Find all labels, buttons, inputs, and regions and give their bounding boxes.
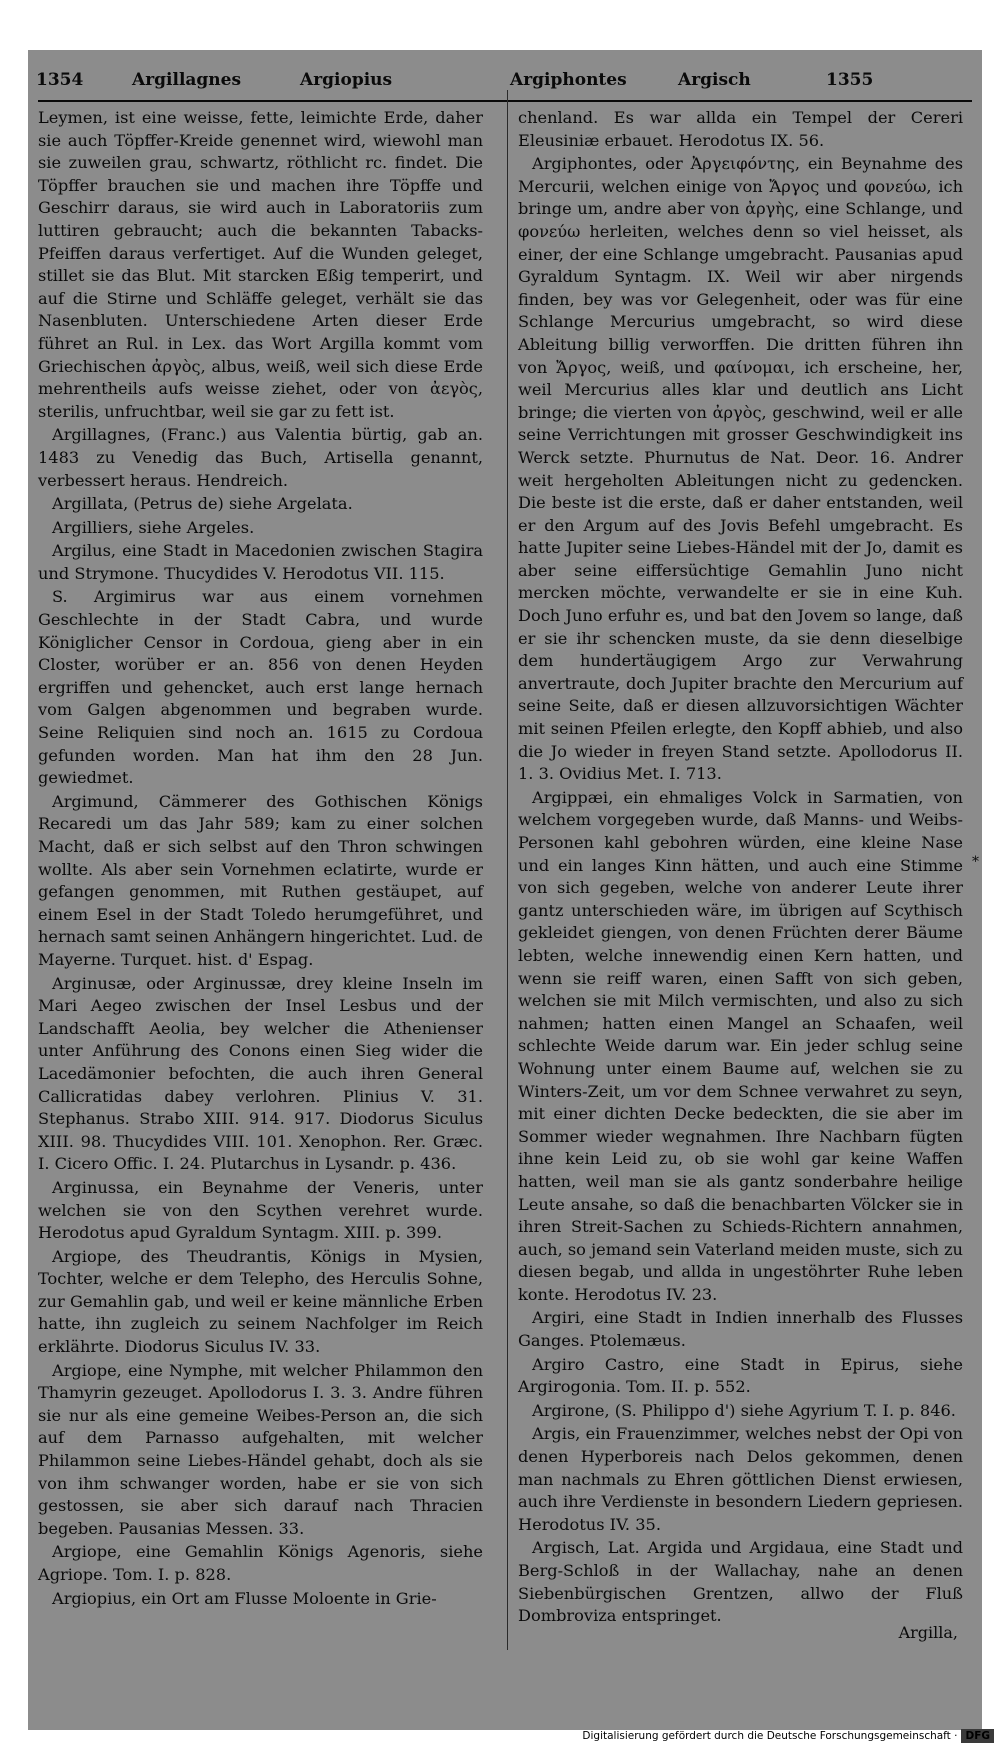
scanned-page: [28, 50, 982, 1730]
column-divider: [507, 90, 508, 1650]
entry-paragraph: Argiri, eine Stadt in Indien innerhalb des Flusses Ganges. Ptolemæus.: [518, 1308, 963, 1351]
footer: [0, 1725, 1000, 1747]
right-keyword-2: Argisch: [678, 70, 751, 90]
entry-paragraph: Argiope, eine Gemahlin Königs Agenoris, siehe Agriope. Tom. I. p. 828.: [38, 1542, 483, 1584]
right-keyword-1: Argiphontes: [510, 70, 627, 90]
entry-paragraph: Argiopius, ein Ort am Flusse Moloente in Grie-: [52, 1588, 437, 1608]
header-rule: [38, 100, 972, 102]
entry-paragraph: Argilliers, siehe Argeles.: [52, 517, 255, 537]
left-keyword-1: Argillagnes: [132, 70, 242, 90]
entry-paragraph: Argisch, Lat. Argida und Argidaua, eine Stadt und Berg-Schloß in der Wallachay, nahe an denen Siebenbürgischen Grentzen, allwo der Fluß Dombroviza entspringet.: [518, 1538, 963, 1626]
dfg-logo: DFG: [961, 1729, 994, 1743]
entry-paragraph: Leymen, ist eine weisse, fette, leimichte Erde, daher sie auch Töpffer-Kreide genennet wird, wiewohl man sie zuweilen grau, schwartz, röthlicht rc. findet. Die Töpffer brauchen sie und machen ihre Töpffe und Geschirr daraus, sie wird auch in Laboratoriis zum luttiren gebraucht; auch die bekannten Tabacks-Pfeiffen daraus verfertiget. Auf die Wunden geleget, stillet sie das Blut. Mit starcken Eßig temperirt, und auf die Stirne und Schläffe geleget, verhält sie das Nasenbluten. Unterschiedene Arten dieser Erde führet an Rul. in Lex. das Wort Argilla kommt vom Griechischen ἀργὸς, albus, weiß, weil sich diese Erde mehrentheils aufs weisse ziehet, oder von ἀεγὸς, sterilis, unfruchtbar, weil sie gar zu fett ist.: [38, 108, 483, 421]
left-column: [38, 107, 483, 1611]
footer-text: Digitalisierung gefördert durch die Deutsche Forschungsgemeinschaft ·: [582, 1730, 958, 1742]
entry-paragraph: Argilus, eine Stadt in Macedonien zwischen Stagira und Strymone. Thucydides V. Herodotus VII. 115.: [38, 541, 483, 583]
entry-paragraph: Argiope, eine Nymphe, mit welcher Philammon den Thamyrin gezeuget. Apollodorus I. 3. 3. Andre führen sie nur als eine gemeine Weibes-Person an, die sich auf dem Parnasso aufgehalten, mit welcher Philammon seine Liebes-Händel gehabt, doch als sie von ihm schwanger worden, habe er sie von sich gestossen, sie aber sich darauf nach Thracien begeben. Pausanias Messen. 33.: [38, 1360, 483, 1538]
entry-paragraph: Argis, ein Frauenzimmer, welches nebst der Opi von denen Hyperboreis nach Delos gekommen, denen man nachmals zu Ehren göttlichen Dienst erwiesen, auch ihre Verdienste in besondern Liedern gepriesen. Herodotus IV. 35.: [518, 1424, 963, 1534]
entry-paragraph: Argimund, Cämmerer des Gothischen Königs Recaredi um das Jahr 589; kam zu einer solchen Macht, daß er sich selbst auf den Thron schwingen wollte. Als aber sein Vornehmen eclatirte, wurde er gefangen genommen, mit Ruthen gestäupet, auf einem Esel in der Stadt Toledo herumgeführet, und hernach samt seinen Anhängern hingerichtet. Lud. de Mayerne. Turquet. hist. d' Espag.: [38, 791, 483, 969]
left-page-number: 1354: [36, 70, 84, 90]
entry-paragraph: Argippæi, ein ehmaliges Volck in Sarmatien, von welchem vorgegeben wurde, daß Manns- und Weibs-Personen kahl gebohren würden, eine kleine Nase und ein langes Kinn hätten, und auch eine Stimme von sich gegeben, welche von anderer Leute ihrer gantz unterschieden wäre, im übrigen auf Scythisch gekleidet giengen, von denen Früchten derer Bäume lebten, welche innewendig einen Kern hatten, und wenn sie reiff waren, einen Safft von sich geben, welchen sie mit Milch vermischten, und also zu sich nahmen; hatten einen Mangel an Schaafen, weil schlechte Weide darum war. Ein jeder schlug seine Wohnung unter einem Baume auf, welchen sie zu Winters-Zeit, um vor dem Schnee verwahret zu seyn, mit einer dichten Decke bedeckten, die sie aber im Sommer wieder wegnahmen. Ihre Nachbarn fügten ihne kein Leid zu, ob sie wohl gar keine Waffen hatten, weil man sie als gantz sonderbahre heilige Leute ansahe, so daß die benachbarten Völcker sie in ihren Streit-Sachen zu Schieds-Richtern annahmen, auch, so jemand sein Vaterland meiden muste, sich zu diesen begab, und allda in ungestöhrter Ruhe leben konte. Herodotus IV. 23.: [518, 787, 963, 1304]
entry-paragraph: chenland. Es war allda ein Tempel der Cereri Eleusiniæ erbauet. Herodotus IX. 56.: [518, 108, 963, 150]
right-column: [518, 107, 963, 1629]
entry-paragraph: Argiope, des Theudrantis, Königs in Mysien, Tochter, welche er dem Telepho, des Herculis Sohne, zur Gemahlin gab, und weil er keine männliche Erben hatte, ihn zugleich zu seinem Nachfolger im Reich erklährte. Diodorus Siculus IV. 33.: [38, 1246, 483, 1357]
entry-paragraph: Arginusæ, oder Arginussæ, drey kleine Inseln im Mari Aegeo zwischen der Insel Lesbus und der Landschafft Aeolia, bey welcher die Athenienser unter Anführung des Conons einen Sieg wider die Lacedämonier befochten, die auch ihren General Callicratidas dabey verlohren. Plinius V. 31. Stephanus. Strabo XIII. 914. 917. Diodorus Siculus XIII. 98. Thucydides VIII. 101. Xenophon. Rer. Græc. I. Cicero Offic. I. 24. Plutarchus in Lysandr. p. 436.: [38, 973, 483, 1174]
entry-paragraph: Argiro Castro, eine Stadt in Epirus, siehe Argirogonia. Tom. II. p. 552.: [518, 1354, 963, 1397]
entry-paragraph: Argillagnes, (Franc.) aus Valentia bürtig, gab an. 1483 zu Venedig das Buch, Artisella genannt, verbessert heraus. Hendreich.: [38, 425, 483, 490]
left-keyword-2: Argiopius: [300, 70, 393, 90]
entry-paragraph: Arginussa, ein Beynahme der Veneris, unter welchen sie von den Scythen verehret wurde. Herodotus apud Gyraldum Syntagm. XIII. p. 399.: [38, 1177, 483, 1243]
entry-paragraph: Argirone, (S. Philippo d') siehe Agyrium T. I. p. 846.: [532, 1400, 956, 1420]
margin-mark: *: [972, 854, 979, 870]
right-page-number: 1355: [826, 70, 874, 90]
entry-paragraph: S. Argimirus war aus einem vornehmen Geschlechte in der Stadt Cabra, und wurde Königlicher Censor in Cordoua, gieng aber in ein Closter, worüber er an. 856 von denen Heyden ergriffen und gehencket, auch erst lange hernach vom Galgen abgenommen und begraben wurde. Seine Reliquien sind noch an. 1615 zu Cordoua gefunden worden. Man hat ihm den 28 Jun. gewiedmet.: [38, 587, 483, 788]
entry-paragraph: Argiphontes, oder Ἀργειφόντης, ein Beynahme des Mercurii, welchen einige von Ἄργος und φονεύω, ich bringe um, andre aber von ἀργὴς, eine Schlange, und φονεύω herleiten, welches denn so viel heisset, als einer, der eine Schlange umgebracht. Pausanias apud Gyraldum Syntagm. IX. Weil wir aber nirgends finden, bey was vor Gelegenheit, oder was für eine Schlange Mercurius umgebracht, so wird diese Ableitung billig verworffen. Die dritten führen ihn von Ἄργος, weiß, und φαίνομαι, ich erscheine, her, weil Mercurius alles klar und deutlich ans Licht bringe; die vierten von ἀργὸς, geschwind, weil er alle seine Verrichtungen mit grosser Geschwindigkeit ins Werck setzte. Phurnutus de Nat. Deor. 16. Andrer weit hergeholten Ableitungen nicht zu gedencken. Die beste ist die erste, daß er daher entstanden, weil er den Argum auf des Jovis Befehl umgebracht. Es hatte Jupiter seine Liebes-Händel mit der Jo, damit es aber seine eiffersüchtige Gemahlin Juno nicht mercken möchte, verwandelte er sie in eine Kuh. Doch Juno erfuhr es, und bat den Jovem so lange, daß er sie ihr schencken muste, da sie denn dieselbige dem hundertäugigem Argo zur Verwahrung anvertraute, doch Jupiter brachte den Mercurium auf seine Seite, daß er diesen allzuvorsichtigen Wächter mit seinen Pfeilen erlegte, den Kopff abhieb, und also die Jo wieder in freyen Stand setzte. Apollodorus II. 1. 3. Ovidius Met. I. 713.: [518, 154, 963, 784]
entry-paragraph: Argillata, (Petrus de) siehe Argelata.: [52, 494, 353, 514]
catchword: Argilla,: [898, 1623, 958, 1642]
